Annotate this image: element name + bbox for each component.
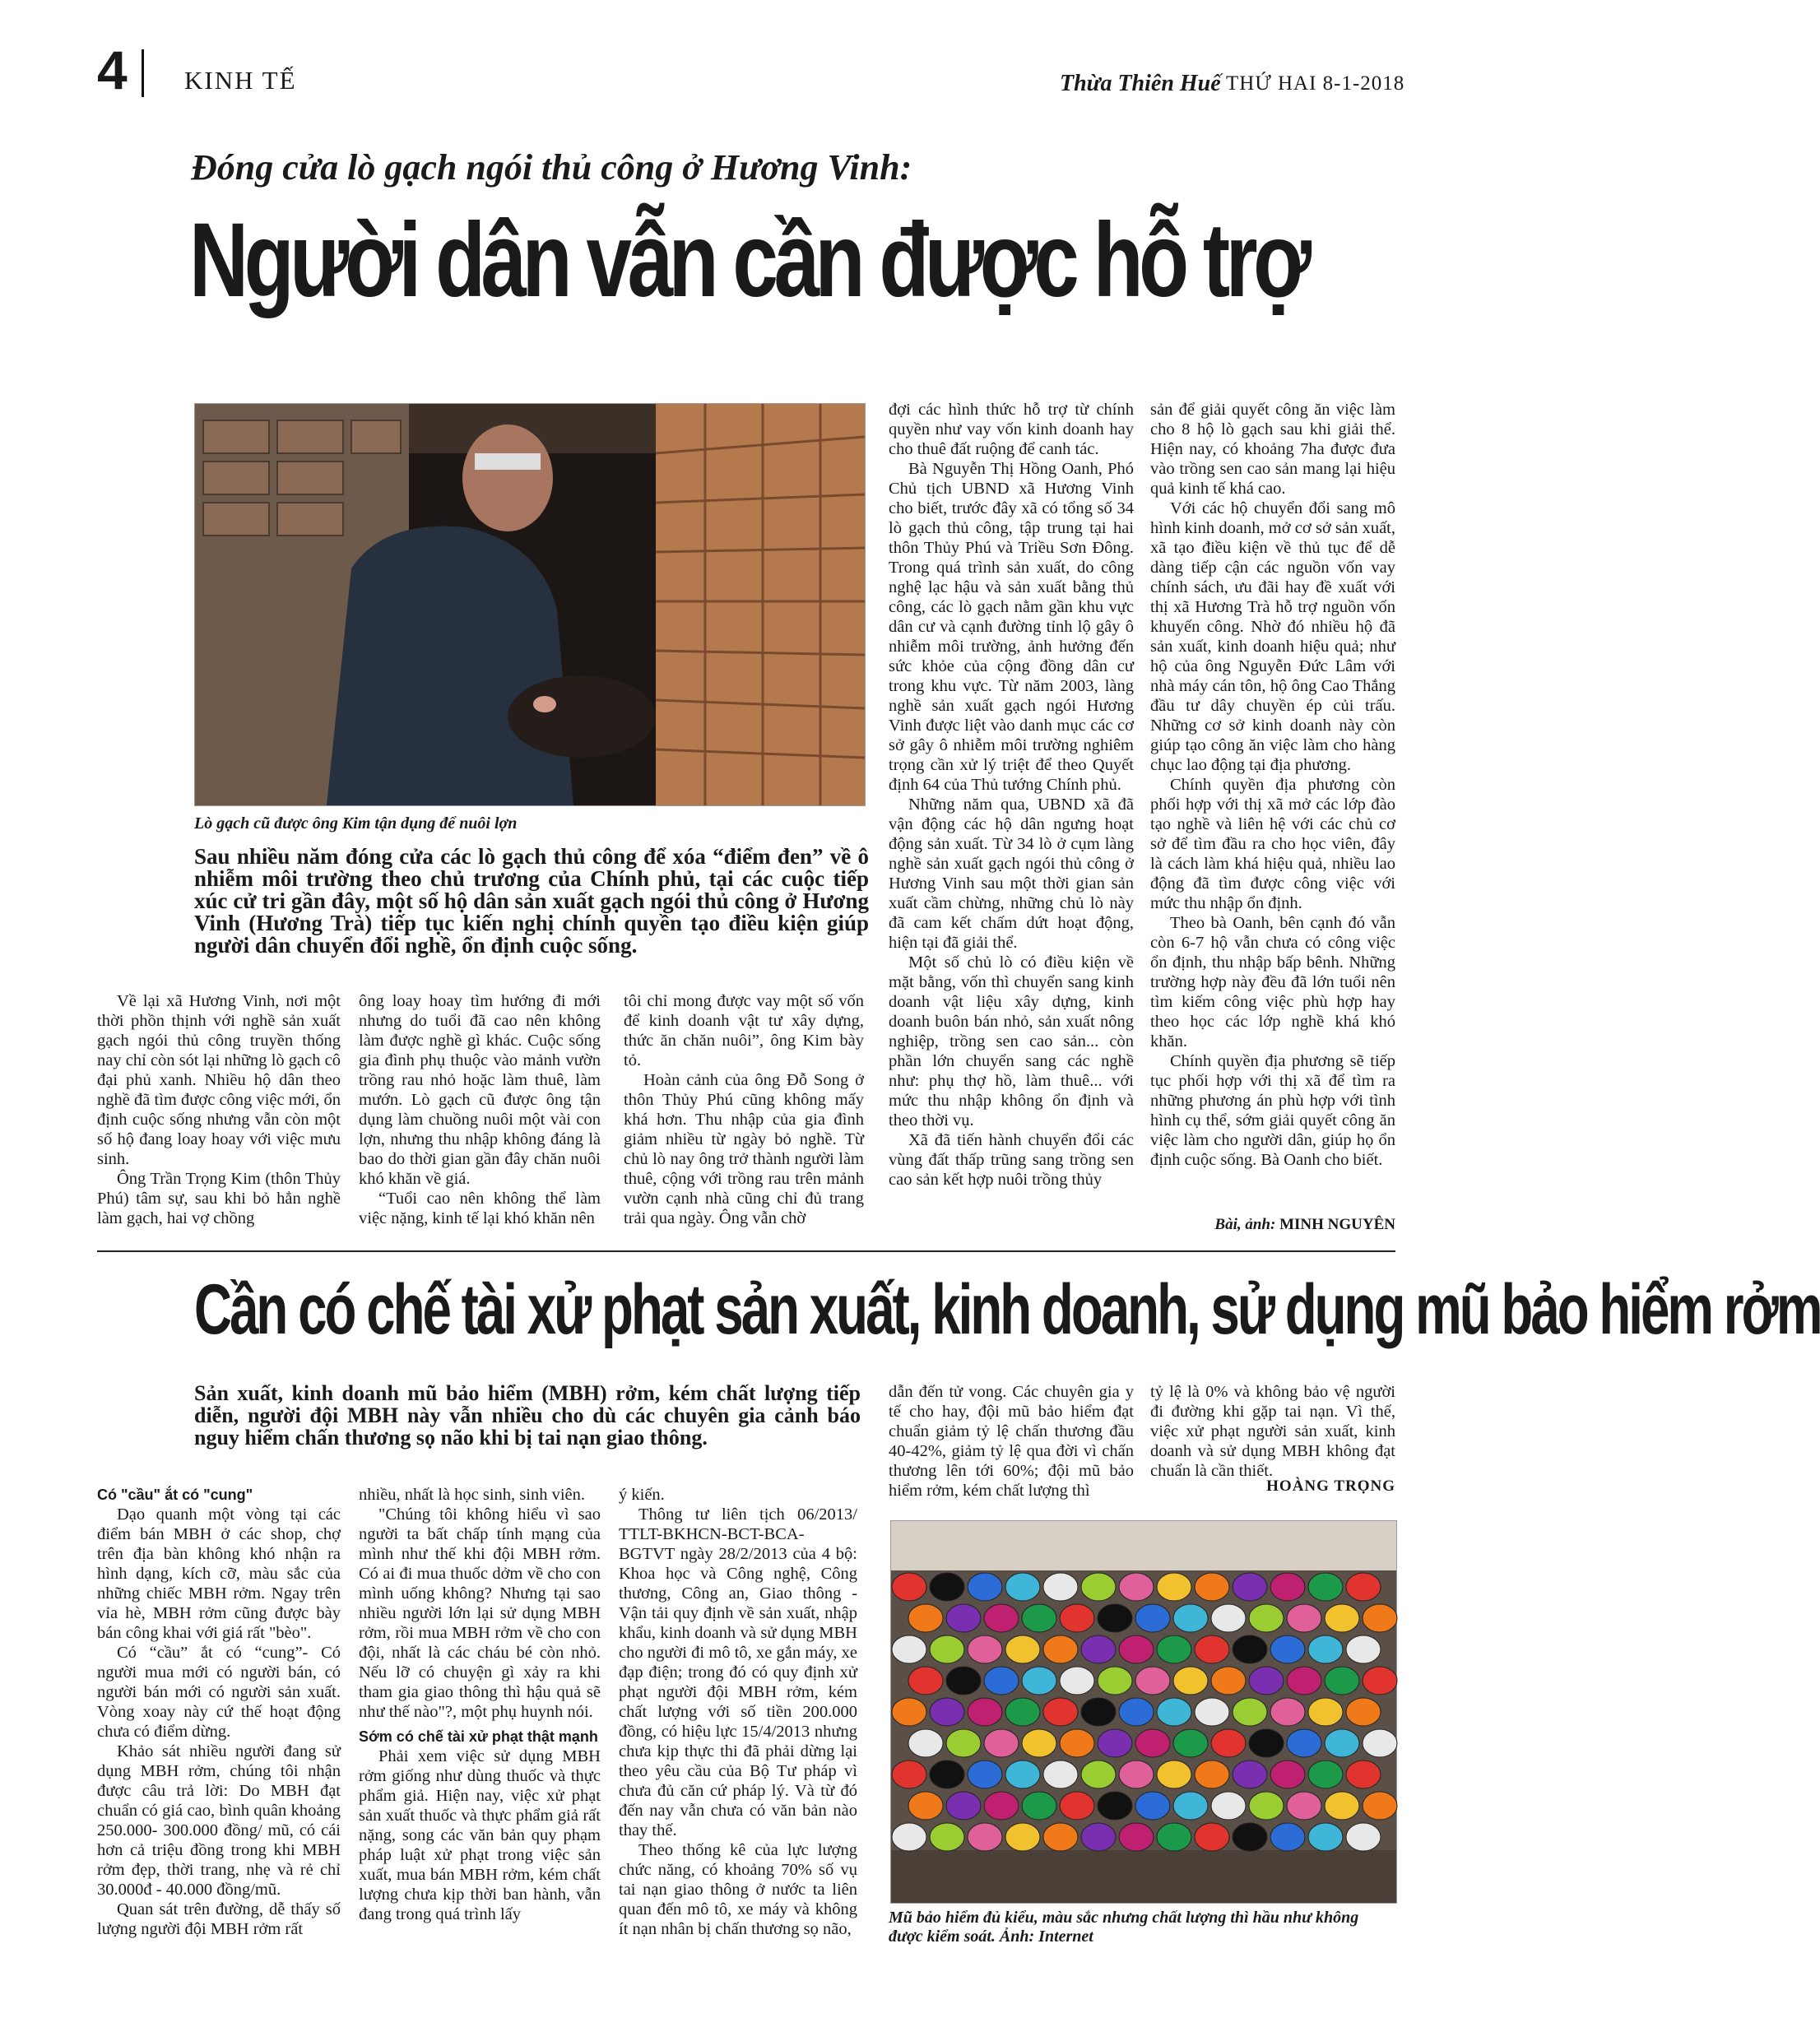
helmet-shape (1233, 1573, 1267, 1601)
helmet-shape (1157, 1698, 1191, 1726)
helmet-shape (1211, 1729, 1246, 1757)
helmet-shape (892, 1635, 926, 1663)
helmet-shape (892, 1823, 926, 1851)
paragraph: sản để giải quyết công ăn việc làm cho 8 hộ lò gạch sau khi giải thể. Hiện nay, có khoảng 7ha được đưa vào trồng sen cao sản mang lại hiệu quả kinh tế khá cao. (1150, 401, 1395, 498)
helmet-shape (1081, 1760, 1116, 1788)
helmet-shape (1119, 1573, 1154, 1601)
newspaper-name: Thừa Thiên Huế (1060, 71, 1221, 96)
helmet-shape (1346, 1698, 1381, 1726)
helmet-shape (1081, 1698, 1116, 1726)
helmet-shape (1005, 1573, 1040, 1601)
helmet-shape (1119, 1635, 1154, 1663)
helmet-shape (1270, 1823, 1305, 1851)
helmet-shape (1363, 1604, 1397, 1632)
helmet-shape (1081, 1573, 1116, 1601)
paragraph: Dạo quanh một vòng tại các điểm bán MBH ở các shop, chợ trên địa bàn không khó nhận ra hình dạng, kích cỡ, màu sắc của những chiếc MBH rởm. Ngay trên vỉa hè, MBH rởm cũng được bày bán công khai với giá rất "bèo". (97, 1505, 341, 1642)
paragraph: ông loay hoay tìm hướng đi mới nhưng do tuổi đã cao nên không làm được nghề gì khác. Cuộc sống gia đình phụ thuộc vào mảnh vườn trồng rau nhỏ hoặc làm thuê, làm mướn. Lò gạch cũ được ông tận dụng làm chuồng nuôi một vài con lợn, nhưng thu nhập không đáng là bao do thời gian gần đây chăn nuôi khó khăn về giá. (359, 992, 601, 1188)
helmet-shape (1135, 1729, 1170, 1757)
helmet-shape (1195, 1760, 1229, 1788)
paragraph: Quan sát trên đường, dễ thấy số lượng người đội MBH rởm rất (97, 1900, 341, 1938)
helmet-shape (1287, 1667, 1321, 1695)
issue-date: THỨ HAI 8-1-2018 (1226, 72, 1405, 95)
helmet-shape (946, 1729, 981, 1757)
helmet-shape (1135, 1792, 1170, 1820)
helmet-shape (908, 1729, 943, 1757)
paragraph: Một số chủ lò có điều kiện về mặt bằng, vốn thì chuyển sang kinh doanh vật liệu xây dựng, kinh doanh buôn bán nhỏ, sản xuất nông nghiệp, trồng sen cao sản... còn phần lớn chuyển sang các nghề như: phụ thợ hồ, làm thuê... với mức thu nhập không ổn định và theo thời vụ. (889, 953, 1134, 1130)
helmet-shape (1060, 1792, 1094, 1820)
article1-kicker: Đóng cửa lò gạch ngói thủ công ở Hương Vinh: (191, 147, 912, 188)
helmet-shape (1098, 1792, 1132, 1820)
article2-lead: Sản xuất, kinh doanh mũ bảo hiểm (MBH) rởm, kém chất lượng tiếp diễn, người đội MBH này vẫn nhiều cho dù các chuyên gia cảnh báo nguy hiểm chấn thương sọ não khi bị tai nạn giao thông. (194, 1381, 861, 1450)
helmet-shape (1346, 1760, 1381, 1788)
paragraph: Chính quyền địa phương còn phối hợp với thị xã mở các lớp đào tạo nghề và liên hệ với các chủ cơ sở để tìm đầu ra cho học viên, đây là cách làm khá hiệu quả, nhiều lao động đã tìm được công việc với mức thu nhập ổn định. (1150, 776, 1395, 912)
paragraph: đợi các hình thức hỗ trợ từ chính quyền như vay vốn kinh doanh hay cho thuê đất ruộng để canh tác. (889, 401, 1134, 458)
paragraph: tỷ lệ là 0% và không bảo vệ người đi đường khi gặp tai nạn. Vì thế, việc xử phạt người sản xuất, kinh doanh và sử dụng MBH không đạt chuẩn là cần thiết. (1150, 1383, 1395, 1480)
helmet-shape (1022, 1729, 1056, 1757)
article2-column-3 (619, 1485, 857, 1939)
helmet-shape (1005, 1635, 1040, 1663)
helmet-shape (984, 1792, 1019, 1820)
helmet-shape (1081, 1823, 1116, 1851)
helmet-shape (1211, 1667, 1246, 1695)
helmet-shape (1005, 1823, 1040, 1851)
helmet-shape (1157, 1573, 1191, 1601)
helmet-shape (1043, 1760, 1078, 1788)
helmet-shape (1098, 1729, 1132, 1757)
helmet-shape (930, 1760, 964, 1788)
helmet-shape (1157, 1823, 1191, 1851)
helmet-shape (1022, 1667, 1056, 1695)
helmet-shape (1060, 1729, 1094, 1757)
helmet-shape (1363, 1792, 1397, 1820)
helmet-shape (1195, 1823, 1229, 1851)
helmet-shape (1043, 1823, 1078, 1851)
helmet-shape (1173, 1729, 1208, 1757)
helmet-shape (1043, 1635, 1078, 1663)
helmet-shape (1287, 1604, 1321, 1632)
section-name: KINH TẾ (184, 66, 297, 95)
byline-author: MINH NGUYÊN (1279, 1216, 1395, 1233)
helmet-shape (1211, 1604, 1246, 1632)
helmet-shape (1195, 1698, 1229, 1726)
helmet-shape (1233, 1760, 1267, 1788)
paragraph: Chính quyền địa phương sẽ tiếp tục phối hợp với thị xã để tìm ra những phương án phù hợp với tình hình cụ thể, sớm giải quyết công ăn việc làm cho người dân, giúp họ ổn định cuộc sống. Bà Oanh cho biết. (1150, 1052, 1395, 1169)
article1-photo (194, 403, 866, 806)
article1-column-3 (624, 991, 864, 1228)
helmet-shape (892, 1698, 926, 1726)
helmet-shape (1346, 1573, 1381, 1601)
helmet-shape (1308, 1823, 1343, 1851)
helmet-shape (1325, 1792, 1359, 1820)
helmet-shape (908, 1604, 943, 1632)
helmet-shape (1363, 1729, 1397, 1757)
article2-headline: Cần có chế tài xử phạt sản xuất, kinh doanh, sử dụng mũ bảo hiểm rởm (194, 1270, 1820, 1349)
helmet-shape (1098, 1667, 1132, 1695)
paragraph: Với các hộ chuyển đổi sang mô hình kinh doanh, mở cơ sở sản xuất, xã tạo điều kiện về thủ tục để dễ dàng tiếp cận các nguồn vốn vay chính sách, ưu đãi hay đề xuất với thị xã Hương Trà hỗ trợ nguồn vốn khuyến công. Nhờ đó nhiều hộ đã sản xuất, kinh doanh hiệu quả; như hộ của ông Nguyễn Đức Lâm với nhà máy cán tôn, hộ ông Cao Thắng đầu tư dây chuyền ép củi trấu. Những cơ sở kinh doanh này còn giúp tạo công ăn việc làm cho hàng chục lao động tại địa phương. (1150, 499, 1395, 774)
helmet-shape (1005, 1760, 1040, 1788)
paragraph: Có “cầu” ắt có “cung”- Có người mua mới có người bán, có người bán mới có người sản xuất. Vòng xoay này cứ thế hoạt động chưa có điểm dừng. (97, 1644, 341, 1741)
helmet-shape (1249, 1667, 1284, 1695)
brick-kiln-photo (195, 404, 865, 805)
helmet-shape (1308, 1573, 1343, 1601)
helmet-shape (1363, 1667, 1397, 1695)
paragraph: Theo bà Oanh, bên cạnh đó vẫn còn 6-7 hộ vẫn chưa có công việc ổn định, thu nhập bấp bênh. Những trường hợp này đều đã lớn tuổi nên tìm kiếm công việc phù hợp hay theo học các lớp nghề khá khó khăn. (1150, 914, 1395, 1051)
helmet-shape (1098, 1604, 1132, 1632)
article1-column-2 (359, 991, 601, 1228)
helmet-shape (1270, 1573, 1305, 1601)
helmet-shape (1249, 1729, 1284, 1757)
article2-byline: HOÀNG TRỌNG (1266, 1477, 1395, 1495)
article1-byline (1150, 1216, 1395, 1234)
helmet-shape (1195, 1635, 1229, 1663)
helmet-shape (908, 1792, 943, 1820)
helmet-shape (930, 1635, 964, 1663)
paragraph: Theo thống kê của lực lượng chức năng, có khoảng 70% số vụ tai nạn giao thông ở nước ta liên quan đến mô tô, xe máy và không ít nạn nhân bị chấn thương sọ não, (619, 1841, 857, 1938)
helmet-shape (946, 1604, 981, 1632)
helmet-shape (1249, 1792, 1284, 1820)
subheading: Sớm có chế tài xử phạt thật mạnh (359, 1728, 598, 1745)
helmet-shape (930, 1698, 964, 1726)
helmet-shape (1270, 1635, 1305, 1663)
helmet-shape (1308, 1635, 1343, 1663)
paragraph: dẫn đến tử vong. Các chuyên gia y tế cho hay, đội mũ bảo hiểm đạt chuẩn giảm tỷ lệ chấn thương đầu 40-42%, giảm tỷ lệ qua đời vì chấn thương lên tới 60%; đội mũ bảo hiểm rởm, kém chất lượng thì (889, 1383, 1134, 1500)
helmet-shape (1325, 1729, 1359, 1757)
helmets-photo (891, 1521, 1396, 1903)
helmet-shape (1119, 1760, 1154, 1788)
helmet-shape (1325, 1604, 1359, 1632)
helmet-shape (1060, 1667, 1094, 1695)
helmet-shape (1233, 1823, 1267, 1851)
article2-column-5 (1150, 1382, 1395, 1481)
helmet-shape (1060, 1604, 1094, 1632)
helmet-shape (946, 1667, 981, 1695)
helmet-shape (984, 1729, 1019, 1757)
article2-photo (890, 1520, 1397, 1904)
paragraph: Bà Nguyễn Thị Hồng Oanh, Phó Chủ tịch UBND xã Hương Vinh cho biết, trước đây xã có tổng số 34 lò gạch thủ công, tập trung tại hai thôn Thủy Phú và Triều Sơn Đông. Trong quá trình sản xuất, do công nghệ lạc hậu và sản xuất bằng thủ công, các lò gạch nằm gần khu vực dân cư và cạnh đường tỉnh lộ gây ô nhiễm môi trường, ảnh hưởng đến sức khỏe của cộng đồng dân cư trong khu vực. Từ năm 2003, làng nghề sản xuất gạch ngói Hương Vinh được liệt vào danh mục các cơ sở gây ô nhiễm môi trường nghiêm trọng cần xử lý triệt để theo Quyết định 64 của Thủ tướng Chính phủ. (889, 460, 1134, 794)
helmet-shape (1270, 1698, 1305, 1726)
helmet-shape (1233, 1698, 1267, 1726)
helmet-shape (1043, 1573, 1078, 1601)
paragraph: Xã đã tiến hành chuyển đổi các vùng đất thấp trũng sang trồng sen cao sản kết hợp nuôi trồng thủy (889, 1131, 1134, 1189)
helmet-shape (1173, 1604, 1208, 1632)
helmet-shape (1346, 1823, 1381, 1851)
paragraph: “Tuổi cao nên không thể làm việc nặng, kinh tế lại khó khăn nên (359, 1190, 601, 1227)
helmet-shape (1022, 1792, 1056, 1820)
article1-column-5 (1150, 400, 1395, 1170)
helmet-shape (1135, 1667, 1170, 1695)
article1-column-4 (889, 400, 1134, 1190)
helmet-shape (1157, 1635, 1191, 1663)
helmet-shape (1270, 1760, 1305, 1788)
helmet-shape (1005, 1698, 1040, 1726)
helmet-shape (1173, 1792, 1208, 1820)
header-divider (142, 49, 144, 97)
paragraph: Những năm qua, UBND xã đã vận động các hộ dân ngưng hoạt động sản xuất. Từ 34 lò ở cụm làng nghề sản xuất gạch ngói thủ công ở Hương Vinh sau một thời gian sản xuất cầm chừng, những chủ lò này đã cam kết chấm dứt hoạt động, hiện tại đã giải thể. (889, 796, 1134, 952)
paragraph: Ông Trần Trọng Kim (thôn Thủy Phú) tâm sự, sau khi bỏ hẳn nghề làm gạch, hai vợ chồng (97, 1170, 341, 1227)
byline-label: Bài, ảnh: (1214, 1216, 1276, 1233)
subheading: Có "cầu" ắt có "cung" (97, 1487, 253, 1503)
helmet-shape (1233, 1635, 1267, 1663)
paragraph: Hoàn cảnh của ông Đỗ Song ở thôn Thủy Phú cũng không mấy khá hơn. Thu nhập của gia đình giảm nhiều từ ngày bỏ nghề. Từ chủ lò nay ông trở thành người làm thuê, cộng với trồng rau trên mảnh vườn cạnh nhà cũng chỉ đủ trang trải qua ngày. Ông vẫn chờ (624, 1071, 864, 1227)
article1-photo-caption: Lò gạch cũ được ông Kim tận dụng để nuôi lợn (194, 814, 518, 833)
article2-column-4 (889, 1382, 1134, 1501)
helmet-shape (1308, 1698, 1343, 1726)
helmet-shape (908, 1667, 943, 1695)
helmet-shape (1308, 1760, 1343, 1788)
paragraph: ý kiến. (619, 1486, 665, 1504)
helmet-shape (1325, 1667, 1359, 1695)
helmet-shape (1287, 1729, 1321, 1757)
helmet-shape (930, 1823, 964, 1851)
helmet-shape (1119, 1698, 1154, 1726)
helmet-shape (1157, 1760, 1191, 1788)
paragraph: Thông tư liên tịch 06/2013/ TTLT-BKHCN-BCT-BCA-BGTVT ngày 28/2/2013 của 4 bộ: Khoa học và Công nghệ, Công thương, Công an, Giao thông - Vận tải quy định về sản xuất, nhập khẩu, kinh doanh và sử dụng MBH cho người đi mô tô, xe gắn máy, xe đạp điện; trong đó có quy định xử phạt người đội MBH rởm, kém chất lượng với số tiền 200.000 đồng, có hiệu lực 15/4/2013 nhưng chưa kịp thực thi đã phải dừng lại theo yêu cầu của Bộ Tư pháp vì chưa đủ căn cứ pháp lý. Và từ đó đến nay vẫn chưa có văn bản nào thay thế. (619, 1505, 857, 1839)
helmet-shape (984, 1604, 1019, 1632)
helmet-shape (968, 1760, 1002, 1788)
helmet-shape (1022, 1604, 1056, 1632)
helmet-shape (968, 1698, 1002, 1726)
helmet-shape (1211, 1792, 1246, 1820)
helmet-shape (1249, 1604, 1284, 1632)
helmet-shape (968, 1823, 1002, 1851)
article2-column-2 (359, 1485, 601, 1924)
article2-photo-caption: Mũ bảo hiểm đủ kiểu, màu sắc nhưng chất lượng thì hầu như không được kiểm soát. Ảnh: Internet (889, 1909, 1359, 1946)
helmet-shape (1081, 1635, 1116, 1663)
helmet-shape (1195, 1573, 1229, 1601)
paragraph: tôi chỉ mong được vay một số vốn để kinh doanh vật tư xây dựng, thức ăn chăn nuôi”, ông Kim bày tỏ. (624, 992, 864, 1069)
helmet-shape (1135, 1604, 1170, 1632)
helmet-shape (968, 1635, 1002, 1663)
article1-lead: Sau nhiều năm đóng cửa các lò gạch thủ công để xóa “điểm đen” về ô nhiễm môi trường theo chủ trương của Chính phủ, tại các cuộc tiếp xúc cử tri gần đây, một số hộ dân sản xuất gạch ngói thủ công ở Hương Vinh (Hương Trà) tiếp tục kiến nghị chính quyền tạo điều kiện giúp người dân chuyển đổi nghề, ổn định cuộc sống. (194, 844, 869, 958)
paragraph: nhiều, nhất là học sinh, sinh viên. (359, 1486, 585, 1504)
article1-headline: Người dân vẫn cần được hỗ trợ (189, 202, 1307, 319)
paragraph: Khảo sát nhiều người đang sử dụng MBH rởm, chúng tôi nhận được câu trả lời: Do MBH đạt chuẩn có giá cao, bình quân khoảng 250.000- 300.000 đồng/ mũ, có cái hơn cả triệu đồng trong khi MBH rởm đẹp, thời trang, nhẹ và rẻ chỉ 30.000đ - 40.000 đồng/mũ. (97, 1742, 341, 1899)
helmet-shape (892, 1573, 926, 1601)
helmet-shape (930, 1573, 964, 1601)
helmet-shape (1346, 1635, 1381, 1663)
helmet-shape (1119, 1823, 1154, 1851)
paragraph: Phải xem việc sử dụng MBH rởm giống như dùng thuốc và thực phẩm giả. Hiện nay, việc xử phạt sản xuất thuốc và thực phẩm giả rất nặng, song các văn bản quy phạm pháp luật xử phạt trong việc sản xuất, mua bán MBH rởm, kém chất lượng chưa kịp thời ban hành, vẫn đang trong quá trình lấy (359, 1747, 601, 1923)
helmet-shape (892, 1760, 926, 1788)
article1-column-1 (97, 991, 341, 1228)
helmet-shape (1287, 1792, 1321, 1820)
article-divider (97, 1250, 1395, 1252)
paragraph: Về lại xã Hương Vinh, nơi một thời phồn thịnh với nghề sản xuất gạch ngói thủ công truyền thống nay chỉ còn sót lại những lò gạch cô đại phủ xanh. Nhiều hộ dân theo nghề đã tìm được công việc mới, ổn định cuộc sống nhưng vẫn còn một số hộ đang loay hoay với việc mưu sinh. (97, 992, 341, 1168)
paragraph: "Chúng tôi không hiểu vì sao người ta bất chấp tính mạng của mình như thế khi đội MBH rởm. Có ai đi mua thuốc dởm về cho con mình uống không? Nhưng tại sao nhiều người lớn lại sử dụng MBH rởm, rồi mua MBH rởm về cho con đội, nhất là các cháu bé còn nhỏ. Nếu lỡ có chuyện gì xảy ra khi tham gia giao thông thì hậu quả sẽ như thế nào"?, một phụ huynh nói. (359, 1505, 601, 1721)
page-number: 4 (97, 39, 128, 100)
helmet-shape (968, 1573, 1002, 1601)
helmet-shape (1173, 1667, 1208, 1695)
article2-column-1 (97, 1485, 341, 1939)
helmet-shape (1043, 1698, 1078, 1726)
helmet-shape (946, 1792, 981, 1820)
helmet-shape (984, 1667, 1019, 1695)
